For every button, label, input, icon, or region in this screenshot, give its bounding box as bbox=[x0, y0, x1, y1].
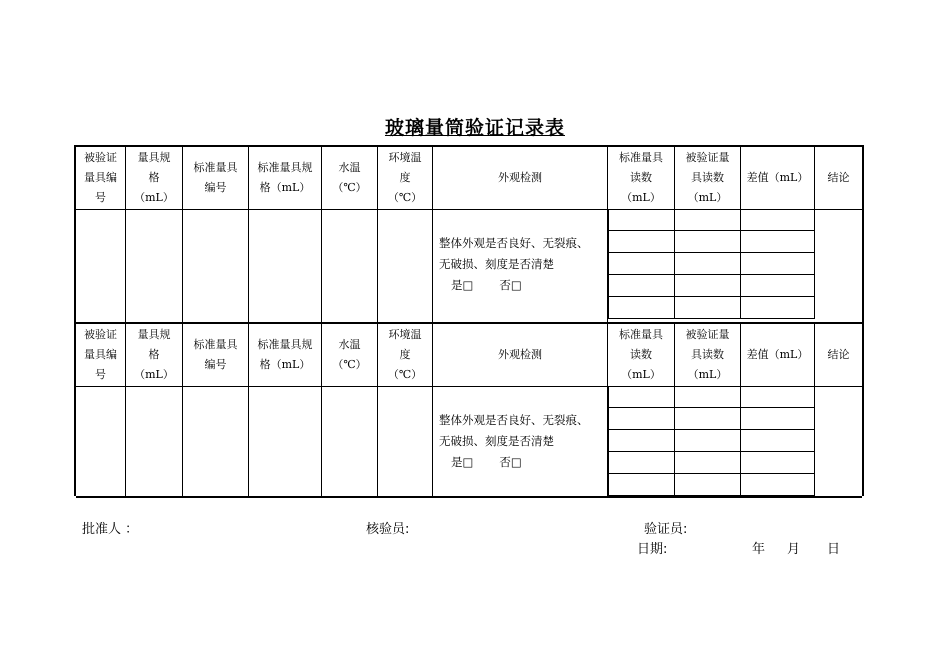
entry-col-tested-reading[interactable] bbox=[675, 430, 741, 451]
reading-row bbox=[608, 430, 815, 452]
entry-col-conclusion[interactable] bbox=[815, 386, 862, 496]
entry-col-difference[interactable] bbox=[741, 386, 815, 407]
yes-checkbox[interactable]: 是□ bbox=[451, 278, 474, 292]
reading-row bbox=[608, 231, 815, 253]
entry-col-difference[interactable] bbox=[741, 253, 815, 274]
entry-col-standard-reading[interactable] bbox=[608, 408, 675, 429]
appearance-check-cell bbox=[433, 386, 608, 496]
record-body bbox=[76, 386, 862, 496]
entry-col-standard-spec[interactable] bbox=[249, 386, 322, 496]
header-col-capacity: 量具规 格 （mL） bbox=[126, 324, 183, 386]
no-checkbox[interactable]: 否□ bbox=[499, 455, 522, 469]
appearance-criteria-line2: 无破损、刻度是否清楚 bbox=[439, 257, 554, 271]
header-col-standard-reading: 标准量具 读数 （mL） bbox=[608, 147, 675, 209]
readings-grid bbox=[608, 209, 815, 319]
no-checkbox[interactable]: 否□ bbox=[499, 278, 522, 292]
date-label: 日期: bbox=[637, 542, 668, 557]
day-label: 日 bbox=[827, 542, 841, 557]
header-col-standard-reading: 标准量具 读数 （mL） bbox=[608, 324, 675, 386]
header-col-ambient-temp: 环境温 度 （℃） bbox=[378, 147, 433, 209]
reading-row bbox=[608, 297, 815, 319]
header-col-standard-id: 标准量具 编号 bbox=[183, 147, 249, 209]
entry-col-tested-reading[interactable] bbox=[675, 474, 741, 495]
header-row bbox=[76, 324, 862, 387]
header-col-ambient-temp: 环境温 度 （℃） bbox=[378, 324, 433, 386]
header-col-equipment-id: 被验证 量具编 号 bbox=[76, 147, 126, 209]
appearance-criteria-line1: 整体外观是否良好、无裂痕、 bbox=[439, 236, 589, 250]
entry-col-tested-reading[interactable] bbox=[675, 209, 741, 230]
header-col-water-temp: 水温 （℃） bbox=[322, 147, 378, 209]
entry-col-difference[interactable] bbox=[741, 209, 815, 230]
entry-col-tested-reading[interactable] bbox=[675, 452, 741, 473]
entry-col-tested-reading[interactable] bbox=[675, 386, 741, 407]
entry-col-capacity[interactable] bbox=[126, 209, 183, 322]
appearance-criteria-line1: 整体外观是否良好、无裂痕、 bbox=[439, 413, 589, 427]
entry-col-water-temp[interactable] bbox=[322, 386, 378, 496]
readings-grid bbox=[608, 386, 815, 496]
year-label: 年 bbox=[752, 542, 766, 557]
entry-col-difference[interactable] bbox=[741, 452, 815, 473]
reading-row bbox=[608, 452, 815, 474]
record-block-1 bbox=[76, 147, 862, 324]
header-col-standard-spec: 标准量具规 格（mL） bbox=[249, 147, 322, 209]
entry-col-standard-reading[interactable] bbox=[608, 209, 675, 230]
verifier-label: 验证员: bbox=[644, 522, 688, 537]
entry-col-capacity[interactable] bbox=[126, 386, 183, 496]
header-col-tested-reading: 被验证量 具读数 （mL） bbox=[675, 324, 741, 386]
document-title: 玻璃量筒验证记录表 bbox=[384, 117, 565, 139]
entry-col-difference[interactable] bbox=[741, 474, 815, 495]
entry-col-standard-reading[interactable] bbox=[608, 231, 675, 252]
entry-col-standard-spec[interactable] bbox=[249, 209, 322, 322]
entry-col-ambient-temp[interactable] bbox=[378, 209, 433, 322]
entry-col-difference[interactable] bbox=[741, 297, 815, 318]
entry-col-tested-reading[interactable] bbox=[675, 408, 741, 429]
entry-col-tested-reading[interactable] bbox=[675, 253, 741, 274]
header-col-standard-spec: 标准量具规 格（mL） bbox=[249, 324, 322, 386]
header-col-equipment-id: 被验证 量具编 号 bbox=[76, 324, 126, 386]
reading-row bbox=[608, 209, 815, 231]
header-col-appearance: 外观检测 bbox=[433, 147, 608, 209]
entry-col-equipment-id[interactable] bbox=[76, 386, 126, 496]
reading-row bbox=[608, 275, 815, 297]
header-col-water-temp: 水温 （℃） bbox=[322, 324, 378, 386]
header-col-capacity: 量具规 格 （mL） bbox=[126, 147, 183, 209]
header-col-conclusion: 结论 bbox=[827, 348, 850, 361]
reading-row bbox=[608, 474, 815, 496]
reading-row bbox=[608, 253, 815, 275]
entry-col-difference[interactable] bbox=[741, 408, 815, 429]
appearance-criteria-line2: 无破损、刻度是否清楚 bbox=[439, 434, 554, 448]
entry-col-standard-reading[interactable] bbox=[608, 430, 675, 451]
entry-col-tested-reading[interactable] bbox=[675, 231, 741, 252]
entry-col-standard-reading[interactable] bbox=[608, 253, 675, 274]
yes-checkbox[interactable]: 是□ bbox=[451, 455, 474, 469]
header-col-difference: 差值（mL） bbox=[741, 147, 815, 209]
entry-col-difference[interactable] bbox=[741, 231, 815, 252]
header-col-standard-id: 标准量具 编号 bbox=[183, 324, 249, 386]
reading-row bbox=[608, 386, 815, 408]
entry-col-ambient-temp[interactable] bbox=[378, 386, 433, 496]
header-col-conclusion: 结论 bbox=[827, 171, 850, 184]
entry-col-standard-reading[interactable] bbox=[608, 386, 675, 407]
header-col-difference: 差值（mL） bbox=[741, 324, 815, 386]
entry-col-water-temp[interactable] bbox=[322, 209, 378, 322]
entry-col-conclusion[interactable] bbox=[815, 209, 862, 322]
entry-col-tested-reading[interactable] bbox=[675, 297, 741, 318]
approver-label: 批准人 ： bbox=[82, 522, 139, 537]
record-body bbox=[76, 209, 862, 322]
month-label: 月 bbox=[787, 542, 801, 557]
entry-col-standard-id[interactable] bbox=[183, 209, 249, 322]
header-row bbox=[76, 147, 862, 210]
entry-col-standard-reading[interactable] bbox=[608, 297, 675, 318]
checker-label: 核验员: bbox=[366, 522, 410, 537]
entry-col-difference[interactable] bbox=[741, 275, 815, 296]
entry-col-standard-id[interactable] bbox=[183, 386, 249, 496]
entry-col-tested-reading[interactable] bbox=[675, 275, 741, 296]
entry-col-standard-reading[interactable] bbox=[608, 452, 675, 473]
entry-col-standard-reading[interactable] bbox=[608, 275, 675, 296]
verification-table bbox=[74, 145, 864, 496]
entry-col-standard-reading[interactable] bbox=[608, 474, 675, 495]
entry-col-equipment-id[interactable] bbox=[76, 209, 126, 322]
reading-row bbox=[608, 408, 815, 430]
header-col-appearance: 外观检测 bbox=[433, 324, 608, 386]
record-block-2 bbox=[76, 324, 862, 498]
entry-col-difference[interactable] bbox=[741, 430, 815, 451]
appearance-check-cell bbox=[433, 209, 608, 322]
header-col-tested-reading: 被验证量 具读数 （mL） bbox=[675, 147, 741, 209]
